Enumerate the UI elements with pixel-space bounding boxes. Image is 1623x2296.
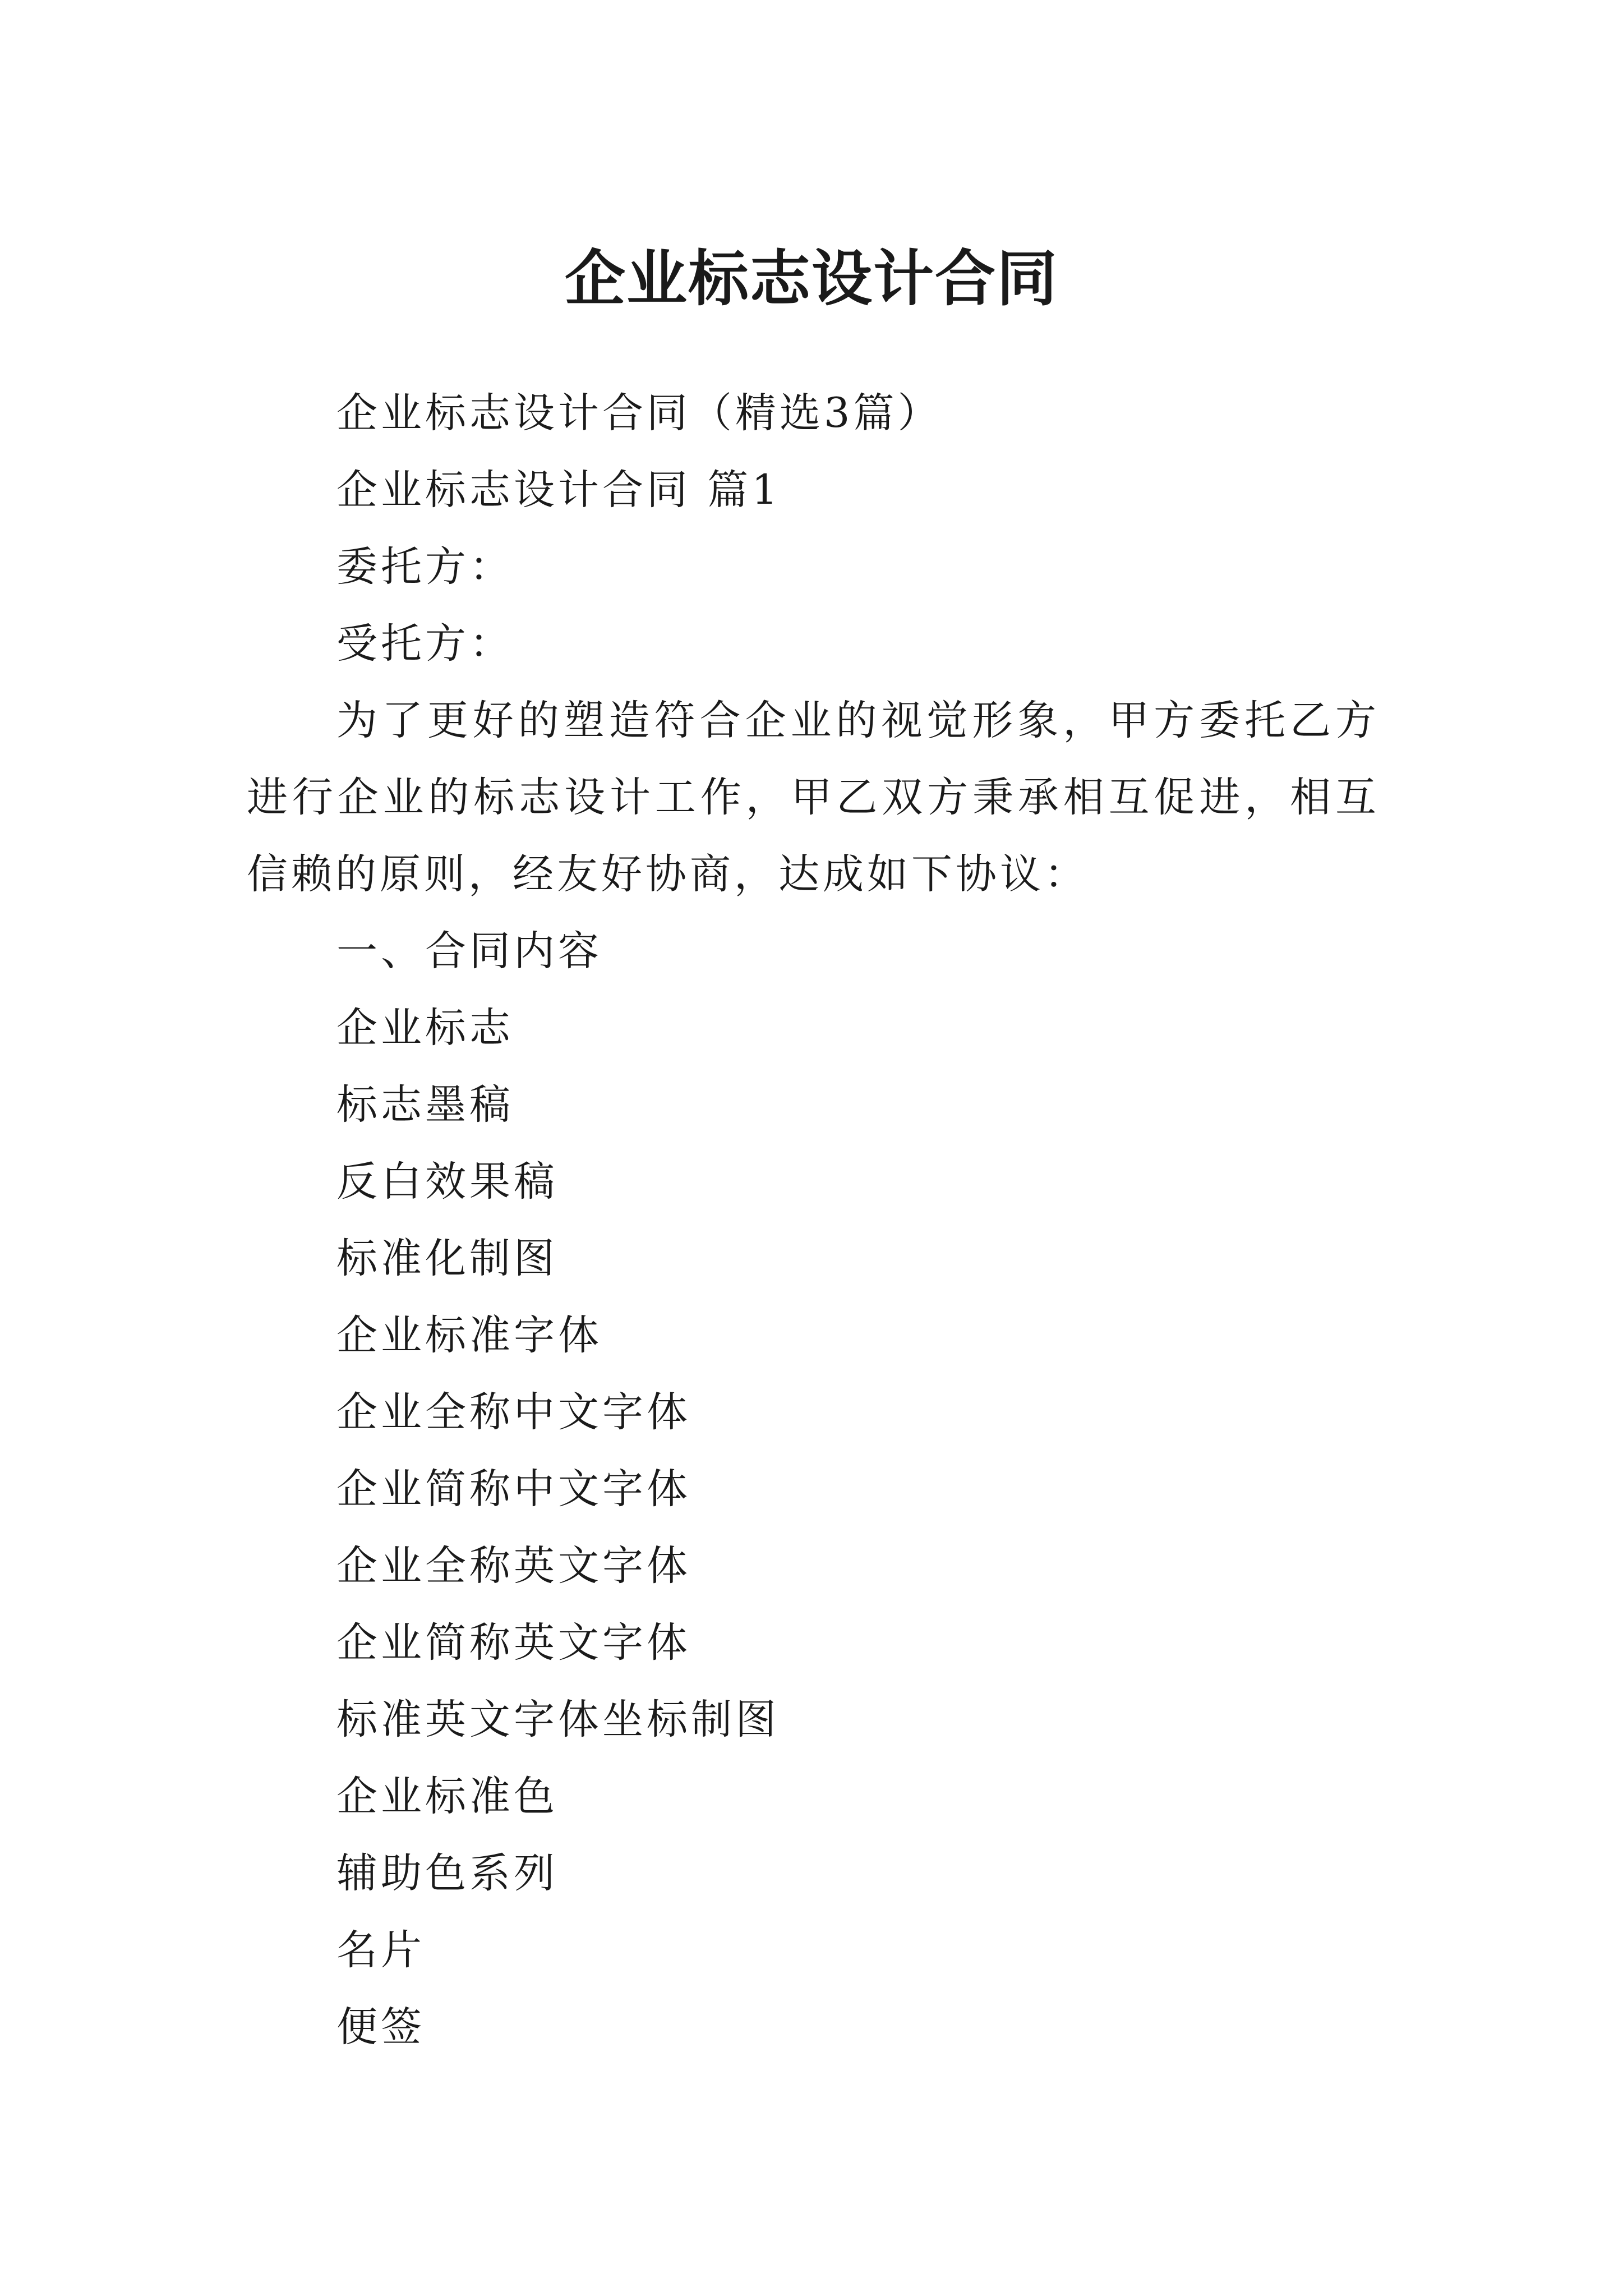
document-body [247,375,1380,2065]
list-item: 企业标志 [336,1004,514,1052]
list-item: 企业全称英文字体 [336,1542,691,1590]
document-title: 企业标志设计合同 [564,243,1058,315]
list-item: 标准化制图 [336,1235,558,1282]
list-item: 标准英文字体坐标制图 [336,1696,780,1743]
list-item: 标志墨稿 [336,1081,514,1129]
subtitle-line: 企业标志设计合同（精选3篇） [336,389,942,437]
client-label: 委托方： [336,543,514,591]
section-heading: 企业标志设计合同 篇1 [336,466,781,514]
intro-paragraph: 为了更好的塑造符合企业的视觉形象，甲方委托乙方进行企业的标志设计工作，甲乙双方秉承相互促进，相互信赖的原则，经友好协商，达成如下协议： [247,697,1380,898]
list-item: 反白效果稿 [336,1158,558,1205]
contractor-label: 受托方： [336,620,514,668]
list-item: 企业简称英文字体 [336,1619,691,1667]
list-item: 企业全称中文字体 [336,1388,691,1436]
list-item: 企业标准色 [336,1773,558,1820]
list-item: 便签 [336,2003,425,2051]
list-item: 辅助色系列 [336,1849,558,1897]
list-item: 名片 [336,1926,425,1974]
clause-heading: 一、合同内容 [336,927,602,975]
list-item: 企业标准字体 [336,1312,602,1359]
list-item: 企业简称中文字体 [336,1465,691,1513]
